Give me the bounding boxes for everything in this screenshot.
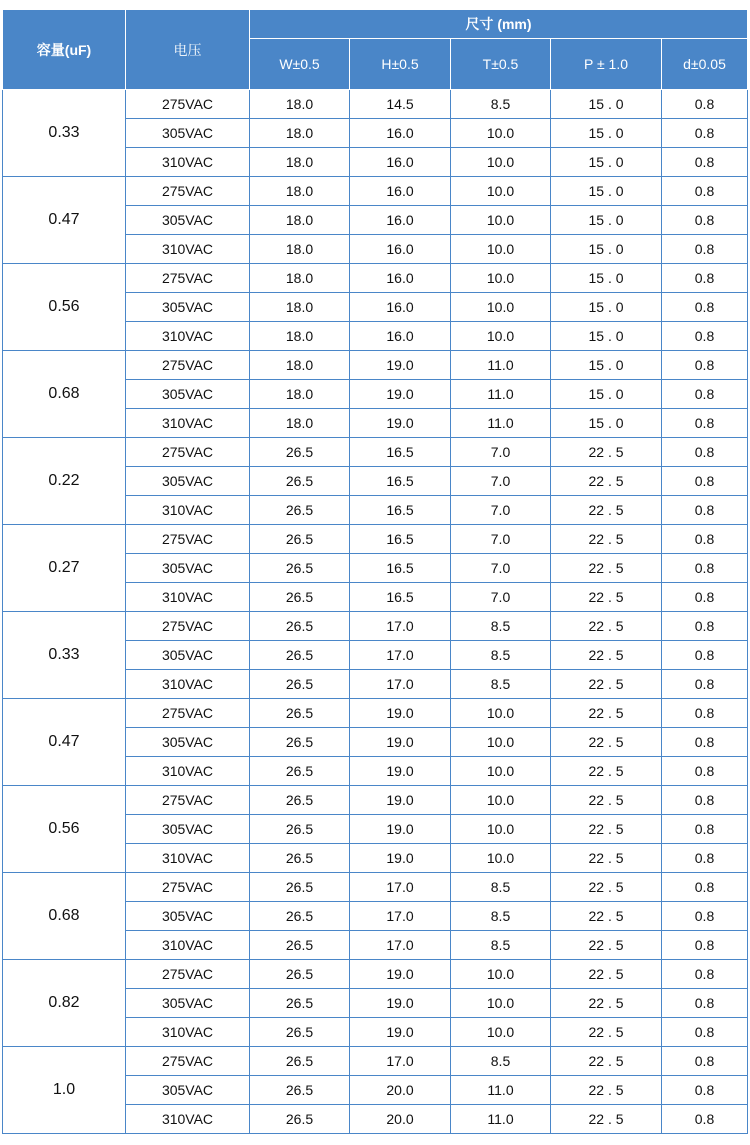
thickness-cell: 8.5 [451,612,551,641]
height-cell: 19.0 [350,699,451,728]
header-voltage: 电压 [126,10,250,90]
voltage-cell: 275VAC [126,525,250,554]
height-cell: 17.0 [350,902,451,931]
table-row [3,873,748,902]
height-cell: 20.0 [350,1076,451,1105]
pitch-cell: 15 . 0 [551,206,662,235]
lead-diameter-cell: 0.8 [662,670,748,699]
pitch-cell: 15 . 0 [551,293,662,322]
voltage-cell: 275VAC [126,351,250,380]
thickness-cell: 7.0 [451,496,551,525]
pitch-cell: 22 . 5 [551,525,662,554]
height-cell: 17.0 [350,612,451,641]
thickness-cell: 8.5 [451,873,551,902]
voltage-cell: 310VAC [126,148,250,177]
pitch-cell: 15 . 0 [551,148,662,177]
width-cell: 26.5 [250,525,350,554]
lead-diameter-cell: 0.8 [662,380,748,409]
height-cell: 16.5 [350,467,451,496]
lead-diameter-cell: 0.8 [662,554,748,583]
thickness-cell: 8.5 [451,90,551,119]
voltage-cell: 305VAC [126,467,250,496]
height-cell: 16.5 [350,554,451,583]
voltage-cell: 275VAC [126,960,250,989]
width-cell: 26.5 [250,960,350,989]
thickness-cell: 7.0 [451,554,551,583]
voltage-cell: 310VAC [126,583,250,612]
height-cell: 16.0 [350,322,451,351]
table-row [3,960,748,989]
thickness-cell: 10.0 [451,293,551,322]
thickness-cell: 10.0 [451,235,551,264]
pitch-cell: 22 . 5 [551,467,662,496]
table-body [3,90,748,1134]
capacity-cell: 0.22 [3,438,126,525]
width-cell: 26.5 [250,1076,350,1105]
width-cell: 26.5 [250,873,350,902]
voltage-cell: 275VAC [126,786,250,815]
header-thickness: T±0.5 [451,39,551,90]
height-cell: 19.0 [350,409,451,438]
lead-diameter-cell: 0.8 [662,844,748,873]
capacity-cell: 0.82 [3,960,126,1047]
table-row [3,786,748,815]
thickness-cell: 10.0 [451,960,551,989]
pitch-cell: 15 . 0 [551,409,662,438]
header-width: W±0.5 [250,39,350,90]
height-cell: 16.0 [350,206,451,235]
lead-diameter-cell: 0.8 [662,1018,748,1047]
pitch-cell: 22 . 5 [551,902,662,931]
voltage-cell: 305VAC [126,902,250,931]
voltage-cell: 275VAC [126,177,250,206]
lead-diameter-cell: 0.8 [662,699,748,728]
lead-diameter-cell: 0.8 [662,989,748,1018]
width-cell: 26.5 [250,496,350,525]
pitch-cell: 15 . 0 [551,264,662,293]
thickness-cell: 8.5 [451,670,551,699]
height-cell: 16.0 [350,264,451,293]
voltage-cell: 305VAC [126,641,250,670]
voltage-cell: 310VAC [126,670,250,699]
height-cell: 14.5 [350,90,451,119]
lead-diameter-cell: 0.8 [662,90,748,119]
width-cell: 18.0 [250,206,350,235]
height-cell: 17.0 [350,931,451,960]
width-cell: 26.5 [250,757,350,786]
height-cell: 19.0 [350,989,451,1018]
thickness-cell: 10.0 [451,206,551,235]
thickness-cell: 11.0 [451,409,551,438]
pitch-cell: 15 . 0 [551,380,662,409]
height-cell: 19.0 [350,786,451,815]
height-cell: 19.0 [350,844,451,873]
lead-diameter-cell: 0.8 [662,960,748,989]
pitch-cell: 15 . 0 [551,90,662,119]
table-row [3,438,748,467]
lead-diameter-cell: 0.8 [662,467,748,496]
height-cell: 16.0 [350,235,451,264]
voltage-cell: 305VAC [126,206,250,235]
width-cell: 26.5 [250,438,350,467]
pitch-cell: 22 . 5 [551,583,662,612]
voltage-cell: 310VAC [126,757,250,786]
height-cell: 19.0 [350,351,451,380]
thickness-cell: 7.0 [451,467,551,496]
lead-diameter-cell: 0.8 [662,1105,748,1134]
thickness-cell: 10.0 [451,1018,551,1047]
pitch-cell: 22 . 5 [551,989,662,1018]
lead-diameter-cell: 0.8 [662,322,748,351]
width-cell: 26.5 [250,641,350,670]
voltage-cell: 305VAC [126,815,250,844]
table-row [3,699,748,728]
thickness-cell: 10.0 [451,148,551,177]
voltage-cell: 275VAC [126,699,250,728]
pitch-cell: 22 . 5 [551,438,662,467]
voltage-cell: 275VAC [126,612,250,641]
table-row [3,90,748,119]
height-cell: 16.0 [350,119,451,148]
table-header [3,10,748,90]
pitch-cell: 22 . 5 [551,786,662,815]
lead-diameter-cell: 0.8 [662,728,748,757]
height-cell: 16.0 [350,148,451,177]
pitch-cell: 22 . 5 [551,728,662,757]
lead-diameter-cell: 0.8 [662,119,748,148]
width-cell: 26.5 [250,728,350,757]
header-capacity: 容量(uF) [3,10,126,90]
thickness-cell: 11.0 [451,351,551,380]
capacity-cell: 0.47 [3,177,126,264]
thickness-cell: 10.0 [451,844,551,873]
lead-diameter-cell: 0.8 [662,206,748,235]
lead-diameter-cell: 0.8 [662,235,748,264]
height-cell: 17.0 [350,1047,451,1076]
capacity-cell: 0.68 [3,351,126,438]
thickness-cell: 8.5 [451,931,551,960]
voltage-cell: 305VAC [126,989,250,1018]
height-cell: 19.0 [350,380,451,409]
height-cell: 17.0 [350,641,451,670]
voltage-cell: 275VAC [126,873,250,902]
width-cell: 18.0 [250,148,350,177]
width-cell: 26.5 [250,1105,350,1134]
table-row [3,1047,748,1076]
thickness-cell: 11.0 [451,380,551,409]
lead-diameter-cell: 0.8 [662,902,748,931]
capacity-cell: 0.27 [3,525,126,612]
height-cell: 17.0 [350,670,451,699]
width-cell: 18.0 [250,177,350,206]
height-cell: 16.0 [350,177,451,206]
table-row [3,525,748,554]
pitch-cell: 22 . 5 [551,931,662,960]
lead-diameter-cell: 0.8 [662,148,748,177]
width-cell: 26.5 [250,554,350,583]
pitch-cell: 15 . 0 [551,351,662,380]
height-cell: 16.5 [350,438,451,467]
lead-diameter-cell: 0.8 [662,293,748,322]
pitch-cell: 22 . 5 [551,757,662,786]
lead-diameter-cell: 0.8 [662,641,748,670]
thickness-cell: 10.0 [451,786,551,815]
width-cell: 26.5 [250,902,350,931]
header-lead-diameter: d±0.05 [662,39,748,90]
width-cell: 26.5 [250,583,350,612]
voltage-cell: 275VAC [126,90,250,119]
header-size-group: 尺寸 (mm) [250,10,748,39]
width-cell: 26.5 [250,1047,350,1076]
height-cell: 16.5 [350,525,451,554]
width-cell: 18.0 [250,293,350,322]
thickness-cell: 10.0 [451,699,551,728]
thickness-cell: 7.0 [451,438,551,467]
lead-diameter-cell: 0.8 [662,1047,748,1076]
lead-diameter-cell: 0.8 [662,583,748,612]
thickness-cell: 7.0 [451,525,551,554]
pitch-cell: 22 . 5 [551,670,662,699]
voltage-cell: 310VAC [126,1105,250,1134]
width-cell: 26.5 [250,844,350,873]
table-row [3,351,748,380]
voltage-cell: 305VAC [126,728,250,757]
pitch-cell: 22 . 5 [551,612,662,641]
width-cell: 26.5 [250,612,350,641]
width-cell: 26.5 [250,786,350,815]
capacity-cell: 0.47 [3,699,126,786]
pitch-cell: 22 . 5 [551,844,662,873]
height-cell: 17.0 [350,873,451,902]
thickness-cell: 10.0 [451,728,551,757]
width-cell: 18.0 [250,380,350,409]
voltage-cell: 310VAC [126,322,250,351]
thickness-cell: 11.0 [451,1076,551,1105]
lead-diameter-cell: 0.8 [662,1076,748,1105]
voltage-cell: 275VAC [126,264,250,293]
spec-table [2,9,748,1134]
voltage-cell: 305VAC [126,380,250,409]
thickness-cell: 11.0 [451,1105,551,1134]
thickness-cell: 10.0 [451,322,551,351]
header-height: H±0.5 [350,39,451,90]
capacity-cell: 0.56 [3,264,126,351]
width-cell: 18.0 [250,351,350,380]
thickness-cell: 10.0 [451,119,551,148]
width-cell: 26.5 [250,699,350,728]
voltage-cell: 310VAC [126,496,250,525]
voltage-cell: 305VAC [126,119,250,148]
height-cell: 16.0 [350,293,451,322]
pitch-cell: 22 . 5 [551,873,662,902]
pitch-cell: 22 . 5 [551,496,662,525]
voltage-cell: 310VAC [126,1018,250,1047]
width-cell: 26.5 [250,931,350,960]
voltage-cell: 310VAC [126,409,250,438]
width-cell: 18.0 [250,322,350,351]
height-cell: 19.0 [350,757,451,786]
capacity-cell: 1.0 [3,1047,126,1134]
width-cell: 26.5 [250,670,350,699]
capacity-cell: 0.56 [3,786,126,873]
lead-diameter-cell: 0.8 [662,873,748,902]
lead-diameter-cell: 0.8 [662,931,748,960]
pitch-cell: 22 . 5 [551,554,662,583]
voltage-cell: 310VAC [126,931,250,960]
voltage-cell: 275VAC [126,1047,250,1076]
table-row [3,177,748,206]
thickness-cell: 8.5 [451,641,551,670]
pitch-cell: 22 . 5 [551,1018,662,1047]
lead-diameter-cell: 0.8 [662,786,748,815]
pitch-cell: 22 . 5 [551,1076,662,1105]
capacity-cell: 0.33 [3,90,126,177]
pitch-cell: 22 . 5 [551,699,662,728]
width-cell: 18.0 [250,235,350,264]
lead-diameter-cell: 0.8 [662,409,748,438]
voltage-cell: 305VAC [126,1076,250,1105]
pitch-cell: 22 . 5 [551,960,662,989]
height-cell: 20.0 [350,1105,451,1134]
thickness-cell: 10.0 [451,177,551,206]
thickness-cell: 8.5 [451,1047,551,1076]
voltage-cell: 305VAC [126,554,250,583]
height-cell: 19.0 [350,815,451,844]
lead-diameter-cell: 0.8 [662,496,748,525]
voltage-cell: 305VAC [126,293,250,322]
width-cell: 18.0 [250,90,350,119]
lead-diameter-cell: 0.8 [662,351,748,380]
capacity-cell: 0.68 [3,873,126,960]
width-cell: 26.5 [250,815,350,844]
table-row [3,612,748,641]
thickness-cell: 10.0 [451,264,551,293]
lead-diameter-cell: 0.8 [662,438,748,467]
height-cell: 19.0 [350,728,451,757]
voltage-cell: 310VAC [126,844,250,873]
pitch-cell: 22 . 5 [551,1105,662,1134]
header-pitch: P ± 1.0 [551,39,662,90]
capacity-cell: 0.33 [3,612,126,699]
pitch-cell: 22 . 5 [551,1047,662,1076]
width-cell: 18.0 [250,409,350,438]
pitch-cell: 22 . 5 [551,641,662,670]
lead-diameter-cell: 0.8 [662,525,748,554]
thickness-cell: 10.0 [451,989,551,1018]
width-cell: 18.0 [250,264,350,293]
pitch-cell: 15 . 0 [551,177,662,206]
pitch-cell: 22 . 5 [551,815,662,844]
thickness-cell: 7.0 [451,583,551,612]
height-cell: 19.0 [350,1018,451,1047]
pitch-cell: 15 . 0 [551,322,662,351]
lead-diameter-cell: 0.8 [662,177,748,206]
lead-diameter-cell: 0.8 [662,757,748,786]
width-cell: 26.5 [250,989,350,1018]
thickness-cell: 10.0 [451,757,551,786]
width-cell: 26.5 [250,467,350,496]
thickness-cell: 10.0 [451,815,551,844]
width-cell: 18.0 [250,119,350,148]
lead-diameter-cell: 0.8 [662,612,748,641]
height-cell: 19.0 [350,960,451,989]
height-cell: 16.5 [350,583,451,612]
thickness-cell: 8.5 [451,902,551,931]
lead-diameter-cell: 0.8 [662,264,748,293]
voltage-cell: 275VAC [126,438,250,467]
width-cell: 26.5 [250,1018,350,1047]
table-row [3,264,748,293]
lead-diameter-cell: 0.8 [662,815,748,844]
height-cell: 16.5 [350,496,451,525]
pitch-cell: 15 . 0 [551,119,662,148]
pitch-cell: 15 . 0 [551,235,662,264]
voltage-cell: 310VAC [126,235,250,264]
